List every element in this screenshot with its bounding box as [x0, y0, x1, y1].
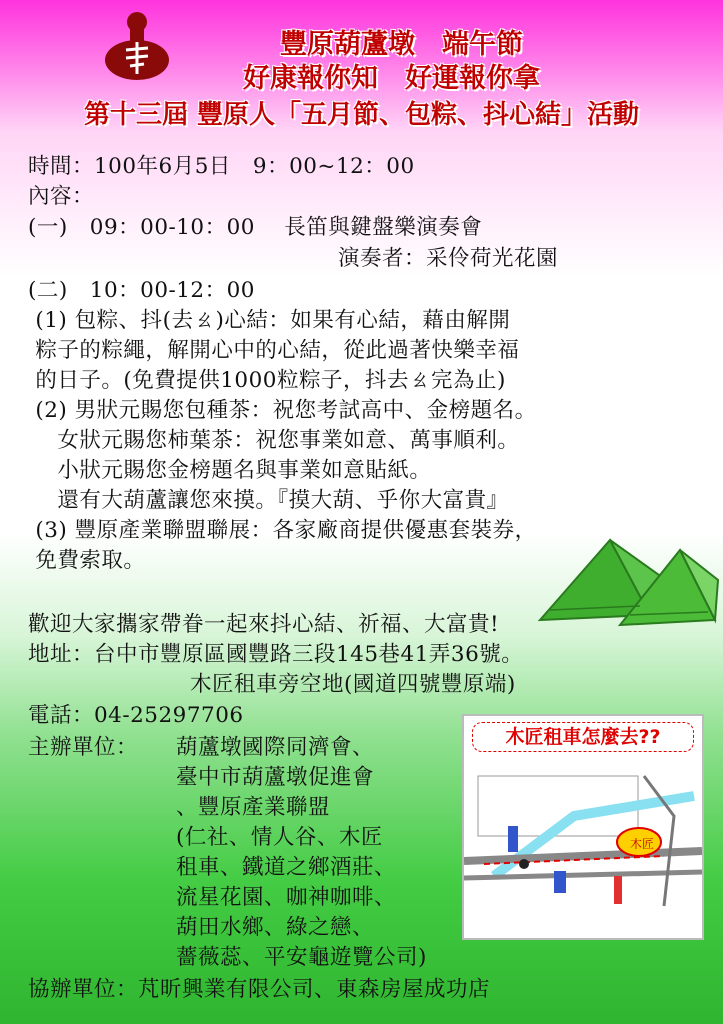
phone: 電話：04-25297706 — [28, 703, 244, 728]
part-2-item: 女狀元賜您柿葉茶：祝您事業如意、萬事順利。 — [28, 428, 520, 453]
part-1-performer: 演奏者：采伶荷光花園 — [338, 246, 559, 271]
organizer-line: 臺中市葫蘆墩促進會 — [176, 765, 375, 790]
part-1-line: (一) 09：00-10：00 長笛與鍵盤樂演奏會 — [28, 215, 483, 240]
organizer-line: 薔薇蕊、平安龜遊覽公司) — [176, 945, 427, 970]
event-time: 時間：100年6月5日 9：00~12：00 — [28, 154, 415, 179]
address-line-1: 地址：台中市豐原區國豐路三段145巷41弄36號。 — [28, 642, 524, 667]
part-2-line: (二) 10：00-12：00 — [28, 278, 255, 303]
welcome-text: 歡迎大家攜家帶眷一起來抖心結、祈福、大富貴! — [28, 612, 500, 637]
map-marker-label: 木匠 — [630, 837, 655, 851]
zongzi-illustration — [530, 520, 720, 640]
title-line-1: 豐原葫蘆墩 端午節 — [280, 29, 523, 60]
map-title: 木匠租車怎麼去?? — [472, 722, 694, 752]
title-line-2: 好康報你知 好運報你拿 — [243, 63, 540, 94]
organizers-label: 主辦單位： — [28, 735, 139, 760]
address-line-2: 木匠租車旁空地(國道四號豐原端) — [190, 672, 516, 697]
title-line-3: 第十三屆 豐原人「五月節、包粽、抖心結」活動 — [83, 100, 640, 130]
part-2-item: 小狀元賜您金榜題名與事業如意貼紙。 — [28, 458, 432, 483]
part-2-item: 的日子。(免費提供1000粒粽子，抖去ㄠ完為止) — [28, 368, 506, 393]
part-2-item: (2) 男狀元賜您包種茶：祝您考試高中、金榜題名。 — [28, 398, 537, 423]
organizer-line: (仁社、情人谷、木匠 — [176, 825, 383, 850]
organizer-line: 葫田水鄉、綠之戀、 — [176, 915, 375, 940]
co-organizers: 協辦單位：芃昕興業有限公司、東森房屋成功店 — [28, 977, 491, 1002]
content-label: 內容： — [28, 184, 95, 209]
part-2-item: 粽子的粽繩，解開心中的心結，從此過著快樂幸福 — [28, 338, 520, 363]
map-drawing — [464, 756, 702, 938]
organizer-line: 租車、鐵道之鄉酒莊、 — [176, 855, 397, 880]
organizer-line: 葫蘆墩國際同濟會、 — [176, 735, 375, 760]
organizer-line: 、豐原產業聯盟 — [176, 795, 331, 820]
part-2-item: 免費索取。 — [28, 548, 146, 573]
location-map — [462, 714, 704, 940]
part-2-item: 還有大葫蘆讓您來摸。『摸大葫、乎你大富貴』 — [28, 488, 509, 513]
part-2-item: (1) 包粽、抖(去ㄠ)心結：如果有心結，藉由解開 — [28, 308, 511, 333]
organizer-line: 流星花園、咖神咖啡、 — [176, 885, 397, 910]
part-2-item: (3) 豐原產業聯盟聯展：各家廠商提供優惠套裝券， — [28, 518, 537, 543]
